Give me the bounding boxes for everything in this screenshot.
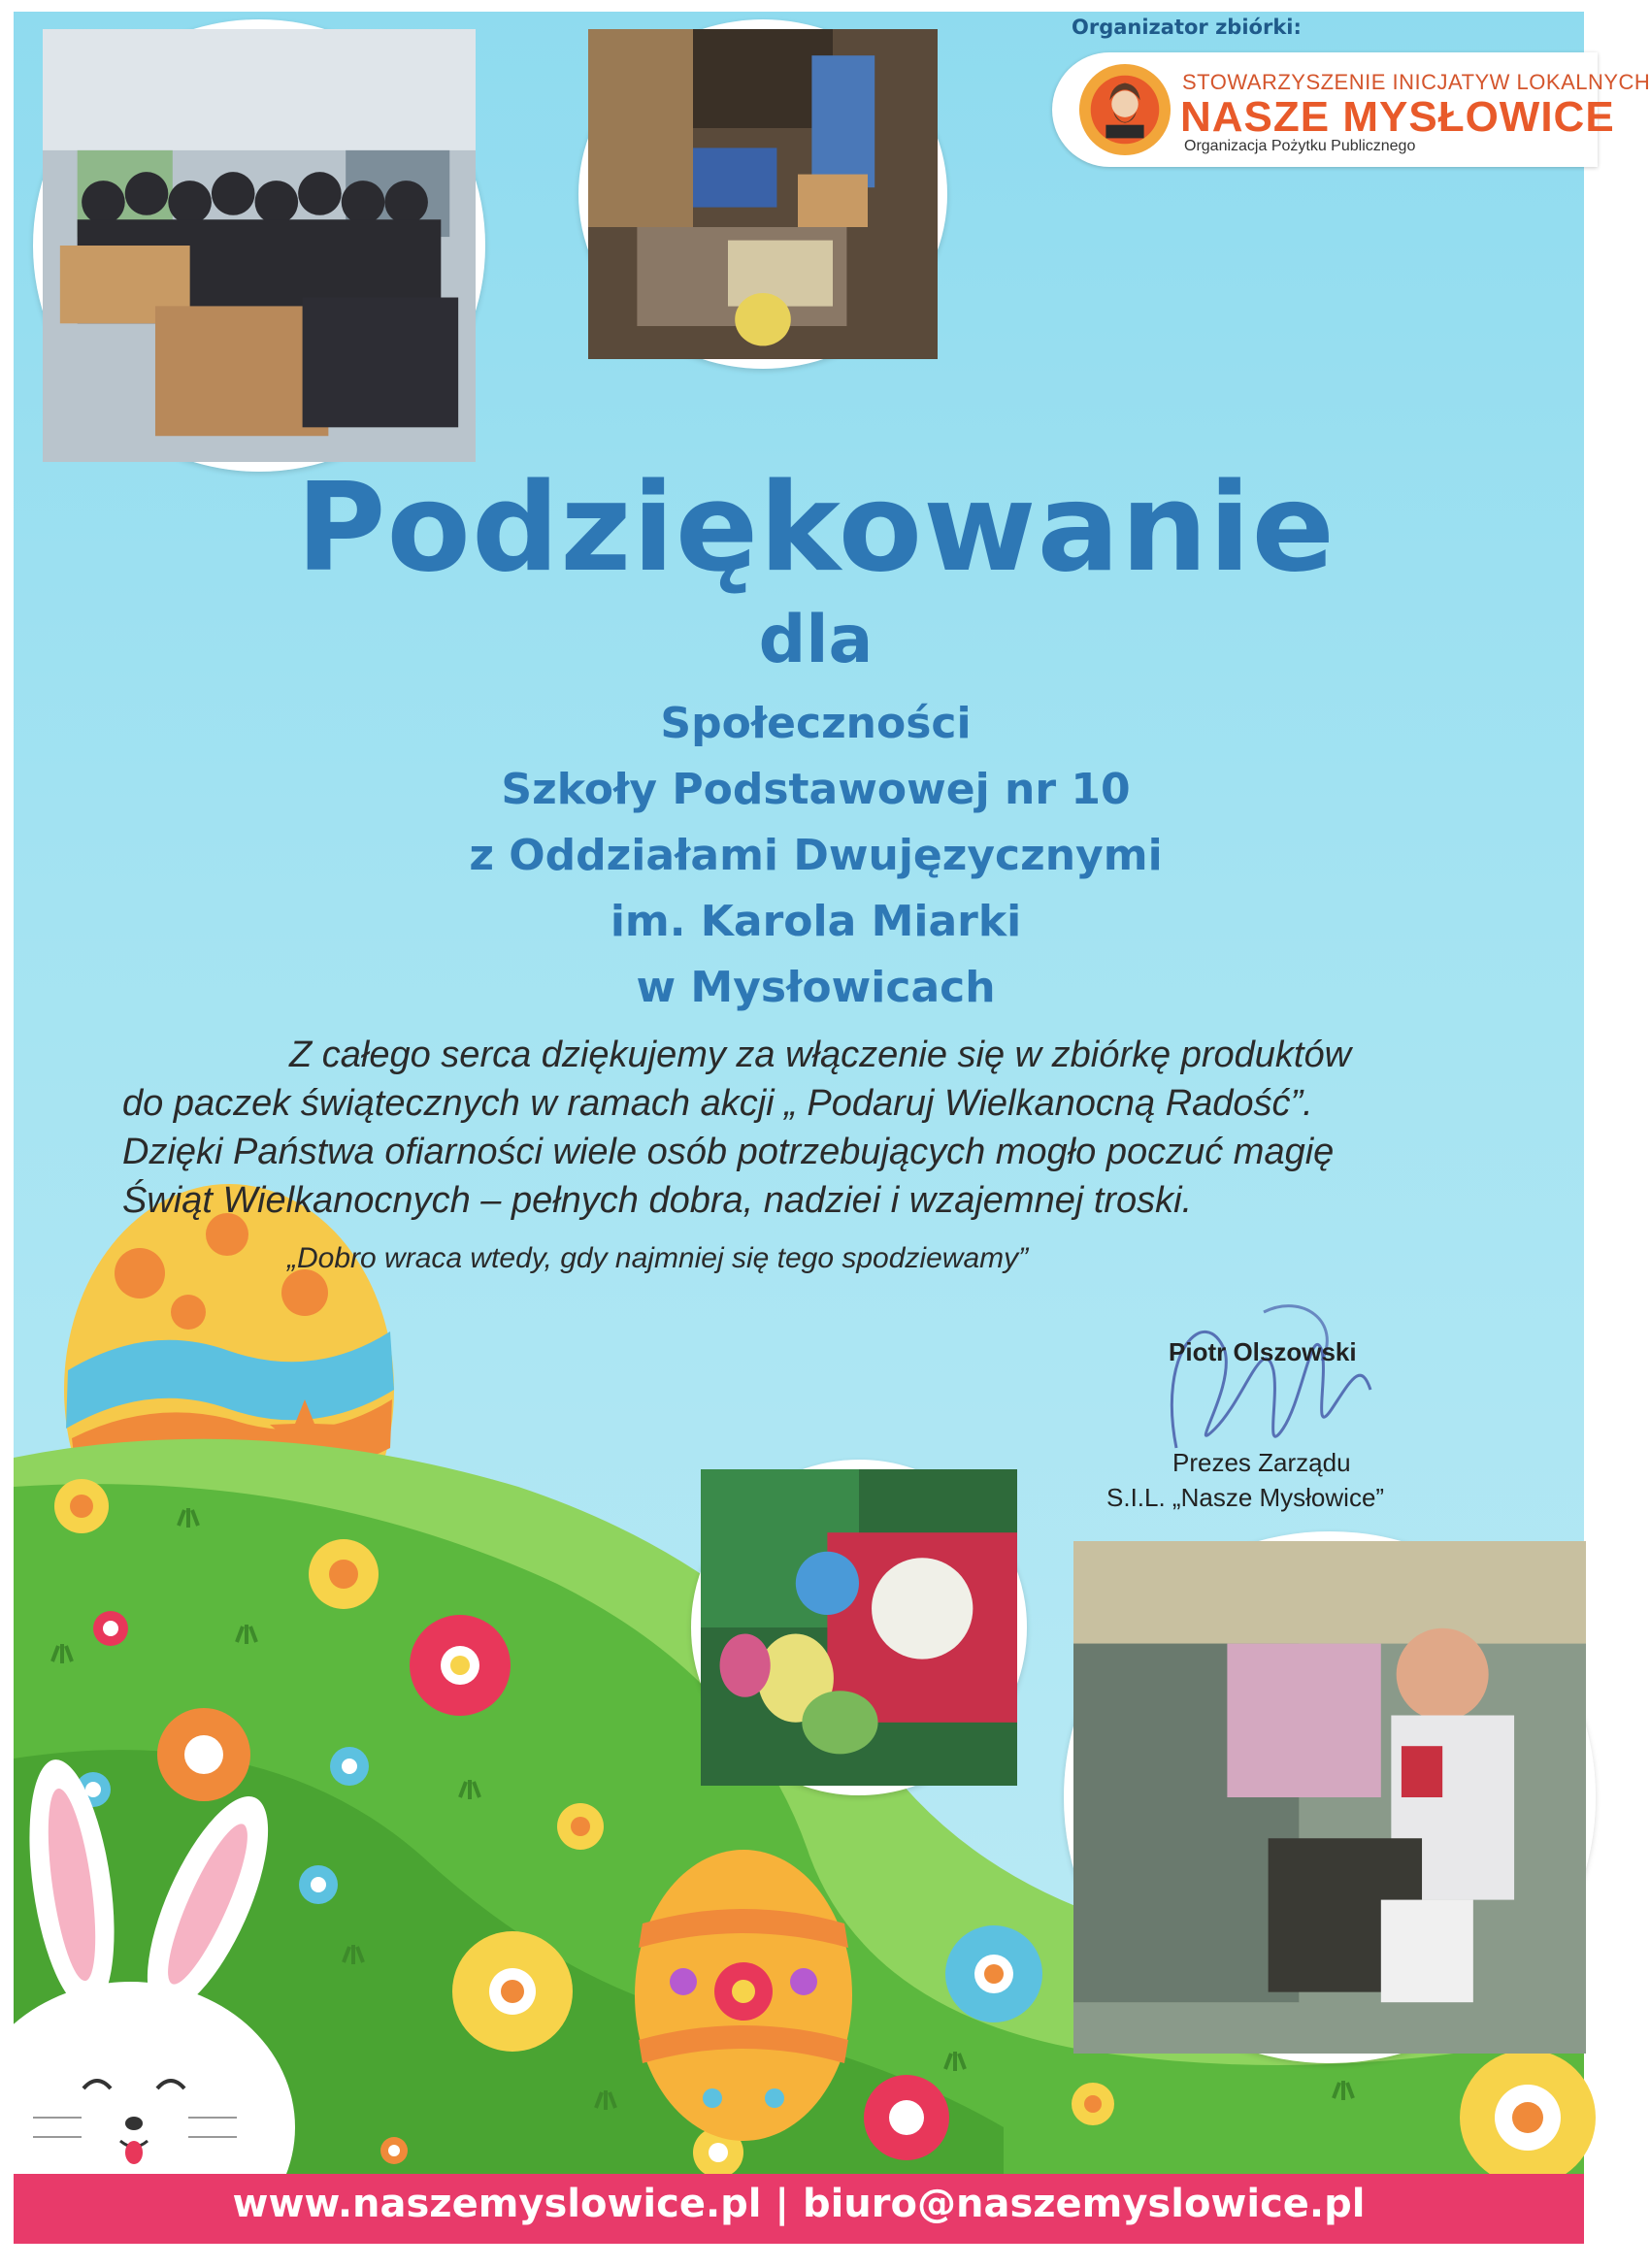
- organization-name-line2: NASZE MYSŁOWICE: [1180, 93, 1615, 141]
- organization-status: Organizacja Pożytku Publicznego: [1184, 138, 1416, 154]
- message-line: Dzięki Państwa ofiarności wiele osób potrzebujących mogło poczuć magię: [122, 1132, 1335, 1172]
- organizer-badge: [1052, 52, 1650, 167]
- signer-name: Piotr Olszowski: [1169, 1337, 1357, 1366]
- recipient-block: [14, 691, 1618, 1021]
- message-line: Z całego serca dziękujemy za włączenie się w zbiórkę produktów: [289, 1035, 1352, 1075]
- recipient-line: w Mysłowicach: [636, 963, 996, 1012]
- easter-crafts-photo: [691, 1460, 1027, 1795]
- message-line: do paczek świątecznych w ramach akcji „ Podaruj Wielkanocną Radość”.: [122, 1083, 1313, 1124]
- organization-logo-icon: [1077, 62, 1172, 157]
- organization-name-line1: STOWARZYSZENIE INICJATYW LOKALNYCH: [1182, 70, 1650, 94]
- recipient-line: im. Karola Miarki: [610, 897, 1022, 946]
- certificate-title: Podziękowanie: [296, 456, 1336, 599]
- signer-organization: S.I.L. „Nasze Mysłowice”: [1106, 1483, 1385, 1512]
- decorated-egg-icon: [635, 1850, 852, 2141]
- certificate-subtitle: dla: [758, 602, 874, 678]
- recipient-line: z Oddziałami Dwujęzycznymi: [469, 831, 1163, 880]
- organizer-label: Organizator zbiórki:: [1072, 16, 1302, 39]
- recipient-line: Społeczności: [660, 699, 972, 748]
- students-group-photo: [33, 19, 485, 472]
- volunteer-packing-photo: [1064, 1531, 1596, 2063]
- message-line: Świąt Wielkanocnych – pełnych dobra, nadziei i wzajemnej troski.: [122, 1180, 1193, 1221]
- motto-quote: „Dobro wraca wtedy, gdy najmniej się tego spodziewamy”: [287, 1242, 1029, 1274]
- recipient-line: Szkoły Podstawowej nr 10: [501, 765, 1131, 814]
- thank-you-message: [122, 1031, 1501, 1225]
- certificate-sheet: [14, 12, 1650, 2244]
- footer-contact: www.naszemyslowice.pl | biuro@naszemyslowice.pl: [232, 2182, 1366, 2226]
- signer-role: Prezes Zarządu: [1172, 1448, 1351, 1477]
- donations-storage-photo: [578, 19, 947, 369]
